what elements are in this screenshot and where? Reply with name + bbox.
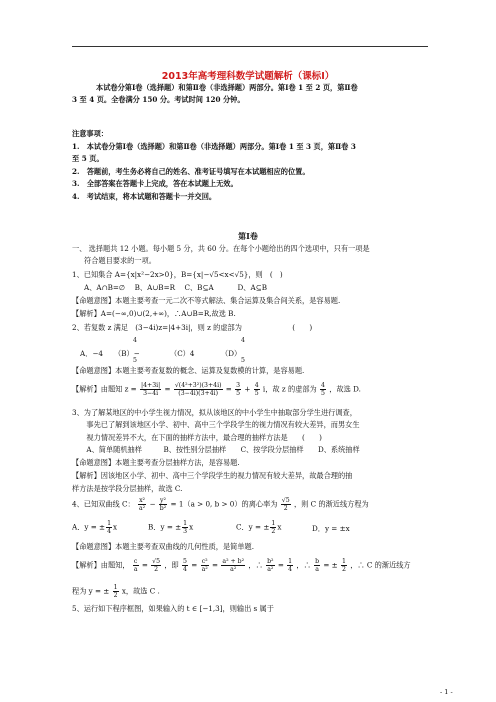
q4-solution-1: 【解析】由题知， $\frac{c}{a}$ = $\frac{√5}{2}$ ，即 $\frac{5}{4}$ = $\frac{\text{c²}}{\text{a²}}$ = $\frac{\text{a² + b²}}{\text{a²}}$ ，∴ $\frac{\text{b²}}{\text{a²}}$ = $\frac{1}{4}$ ，∴ $\frac{b}{a}$ = ± $\frac{1}{2}$ ，∴ C 的渐近线方 [72,558,411,573]
q4-stem [72,497,369,512]
q2-eq-2: = [225,384,232,394]
notice-1-cont: 至 5 页。 [72,154,104,163]
q2-option-b-num: 4 [133,337,137,344]
notice-1: 1. 本试卷分第Ⅰ卷（选择题）和第Ⅱ卷（非选择题）两部分。第Ⅰ卷 1 至 3 页，第Ⅱ卷 3 [72,142,356,151]
q4-stem-c: ，则 C 的渐近线方程为 [293,499,369,509]
intro-line-2: 3 至 4 页。全卷满分 150 分。考试时间 120 分钟。 [72,95,245,104]
q5-stem: 5、运行如下程序框图，如果输入的 t ∈ [−1,3]，则输出 s 属于 [72,604,274,613]
notice-2: 2. 答题前，考生务必将自己的姓名、准考证号填写在本试题相应的位置。 [72,167,310,176]
q2-eq-1: = [164,384,171,394]
q2-frac-4: $\frac{4}{5}$ [254,382,259,397]
q4-solution-2: 程为 y = ± $\frac{1}{2}$ x，故选 C . [72,584,160,599]
notice-3: 3. 全部答案在答题卡上完成，答在本试题上无效。 [72,179,238,188]
page-number: - 1 - [440,688,453,696]
q4-option-b: B．y = ± $\frac{1}{3}$ x [148,520,194,535]
q2-sol-pre: 【解析】由题知 z = [72,384,137,394]
q4-minus: − [149,499,156,509]
q4-stem-a: 4、已知双曲线 C： [72,499,135,509]
q1-options: A、A∩B=∅ B、A∪B=R C、B⊆A D、A⊆B [84,283,267,292]
q2-plus: + [244,384,251,394]
notice-4: 4. 考试结束，将本试题和答题卡一并交回。 [72,192,217,201]
q2-option-b: （B）− [114,349,140,358]
q3-analysis: 【命题意图】本题主要考查分层抽样方法，是容易题. [72,458,240,467]
q2-frac-3: $\frac{3}{5}$ [236,382,241,397]
q2-solution [72,382,361,397]
q3-line-1: 3、为了解某地区的中小学生视力情况，拟从该地区的中小学生中抽取部分学生进行调查， [72,408,357,417]
notice-title: 注意事项： [72,129,108,138]
intro-line-1: 本试卷分第Ⅰ卷（选择题）和第Ⅱ卷（非选择题）两部分。第Ⅰ卷 1 至 2 页，第Ⅱ卷 [96,83,358,92]
header-rule [72,46,428,47]
section-heading: 第Ⅰ卷 [238,231,258,241]
q2-frac-5: $\frac{4}{5}$ [321,382,325,397]
q3-solution-2: 样方法是按学段分层抽样，故选 C. [72,484,183,493]
q2-stem: 2、若复数 z 满足 (3−4i)z=|4+3i|，则 z 的虚部为 ( ) [72,323,313,332]
q2-option-d-den: 5 [241,357,245,364]
q3-options: A、简单随机抽样 B、按性别分层抽样 C、按学段分层抽样 D、系统抽样 [72,445,360,454]
q4-frac-e: $\frac{√5}{2}$ [281,497,290,512]
q2-option-d-num: 4 [241,337,245,344]
q1-stem: 1、已知集合 A={x|x²−2x>0}，B={x|−√5<x<√5}，则 ( ) [72,270,283,279]
q4-analysis: 【命题意图】本题主要考查双曲线的几何性质，是简单题. [72,542,254,551]
part1-line-1: 一、 选择题共 12 小题。每小题 5 分，共 60 分。在每个小题给出的四个选项中，只有一项是 [72,244,370,253]
q3-line-2: 事先已了解到该地区小学、初中、高中三个学段学生的视力情况有较大差异，而男女生 [72,420,360,429]
q4-option-c: C．y = ± $\frac{1}{2}$ x [236,520,282,535]
q2-frac-2: $\frac{\text{√(4²+3²)(3+4i)}}{(3-4i)(3+4i)}$ [174,382,222,397]
q2-sol-post: ，故选 D. [329,384,361,394]
q4-frac-x: $\frac{\text{x²}}{\text{a²}}$ [138,497,146,512]
q4-option-a: A．y = ± $\frac{1}{4}$ x [72,520,118,535]
q4-stem-b: = 1（a > 0, b > 0）的离心率为 [170,499,278,509]
q1-analysis: 【命题意图】本题主要考查一元二次不等式解法、集合运算及集合间关系，是容易题. [72,296,341,305]
q1-solution: 【解析】A=(−∞,0)∪(2,+∞)，∴A∪B=R,故选 B. [72,309,236,318]
q2-option-c: （C）4 [170,349,195,358]
q4-option-d: D．y = ±x [312,524,350,533]
document-title: 2013年高考理科数学试题解析（课标Ⅰ） [161,71,335,82]
q2-option-d: （D） [221,349,242,358]
q2-sol-mid: i，故 z 的虚部为 [262,384,317,394]
part1-line-2: 符合题目要求的一项。 [84,256,156,265]
q3-line-3: 视力情况差异不大，在下面的抽样方法中，最合理的抽样方法是 ( ) [72,433,322,442]
q4-frac-y: $\frac{\text{y²}}{\text{b²}}$ [159,497,167,512]
q3-solution-1: 【解析】因该地区小学、初中、高中三个学段学生的视力情况有较大差异，故最合理的抽 [72,471,353,480]
q2-option-b-den: 5 [133,357,137,364]
q2-frac-1: $\frac{|4+3i|}{3-4i}$ [141,382,161,397]
q2-analysis: 【命题意图】本题主要考查复数的概念、运算及复数模的计算，是容易题. [72,366,305,375]
q2-option-a: A．−4 [80,349,103,358]
